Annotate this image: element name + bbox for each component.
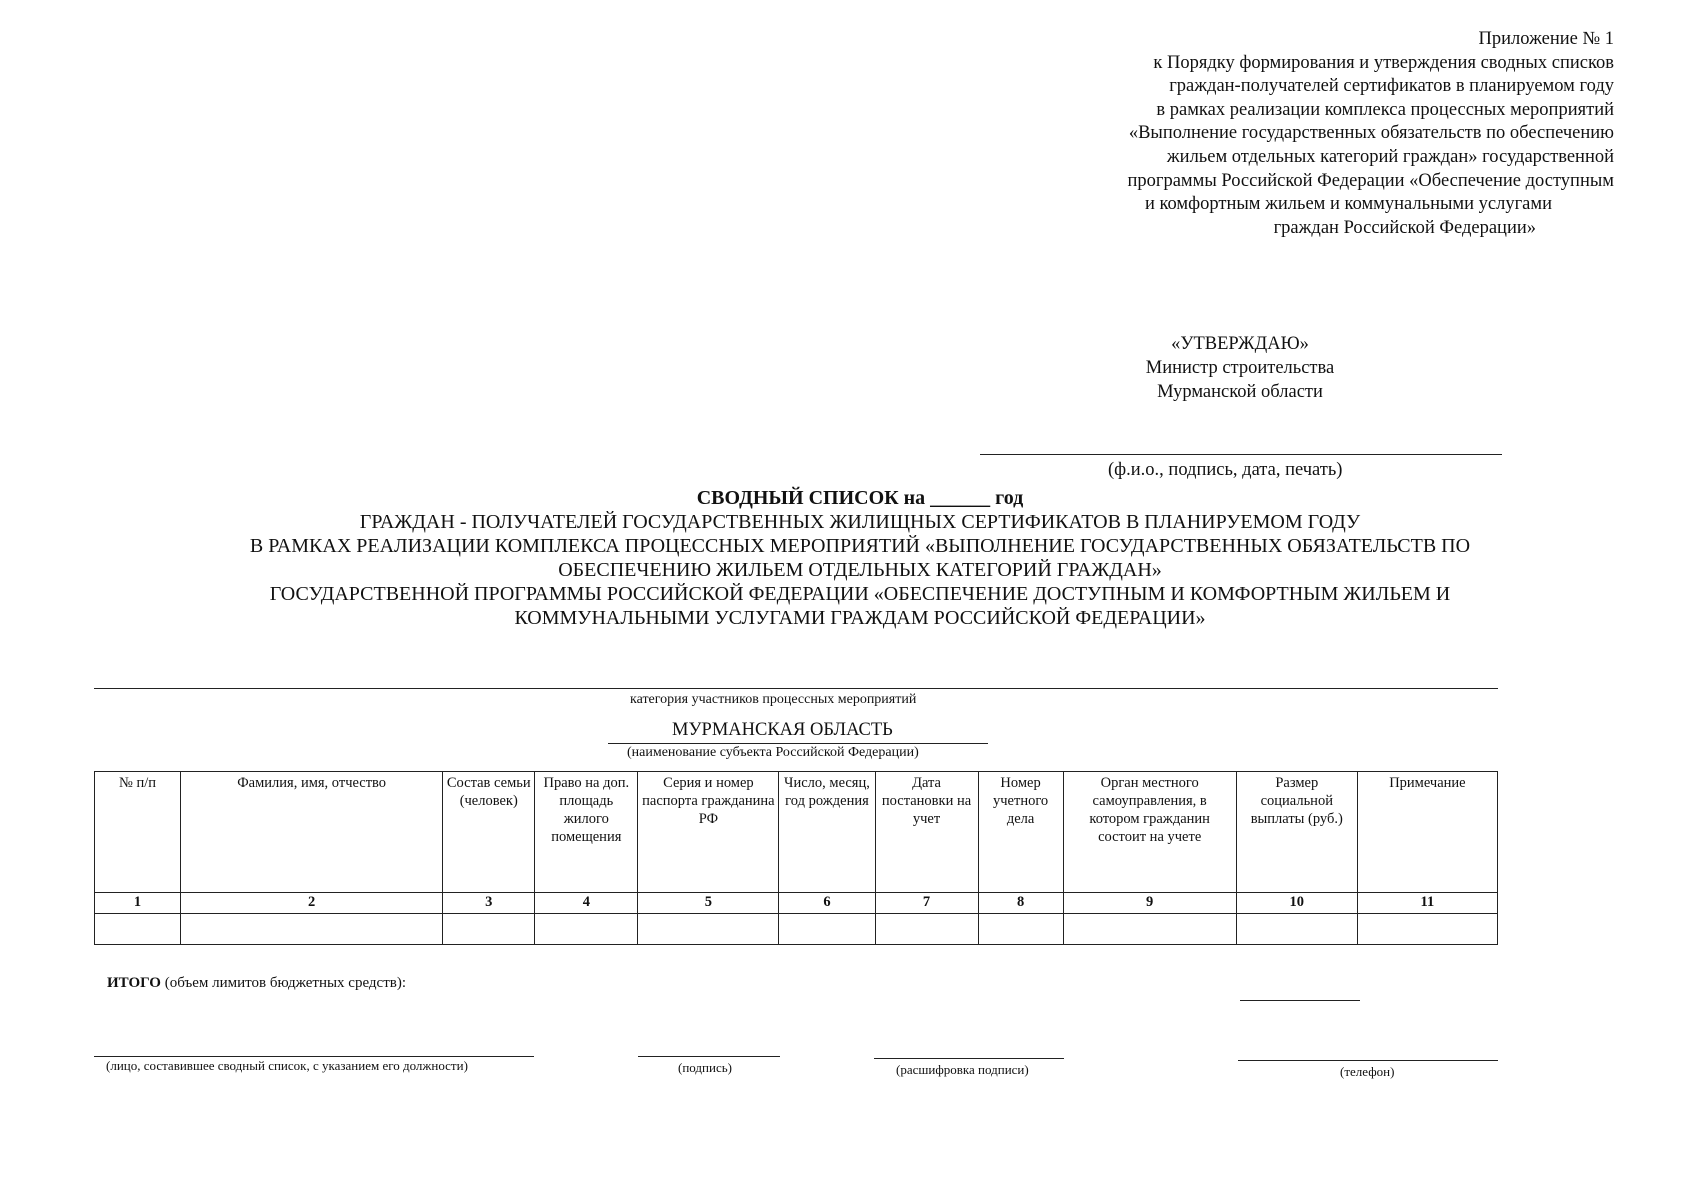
appendix-line: граждан-получателей сертификатов в планируемом году: [1169, 76, 1614, 97]
header-cell: Размер социальной выплаты (руб.): [1236, 772, 1357, 893]
header-cell: Число, месяц, год рождения: [779, 772, 875, 893]
column-number: 2: [181, 893, 443, 914]
header-cell: Номер учетного дела: [978, 772, 1063, 893]
recipients-table: [94, 771, 1498, 945]
appendix-line: программы Российской Федерации «Обеспечение доступным: [1127, 170, 1614, 191]
table-row: [95, 914, 1498, 945]
column-number: 1: [95, 893, 181, 914]
title-line: В РАМКАХ РЕАЛИЗАЦИИ КОМПЛЕКСА ПРОЦЕССНЫХ МЕРОПРИЯТИЙ «ВЫПОЛНЕНИЕ ГОСУДАРСТВЕННЫХ ОБЯЗАТЕЛЬСТВ ПО: [249, 535, 1471, 557]
table-cell: [95, 914, 181, 945]
header-cell: Дата постановки на учет: [875, 772, 978, 893]
decode-caption: (расшифровка подписи): [896, 1062, 1029, 1077]
person-caption: (лицо, составившее сводный список, с указанием его должности): [106, 1058, 468, 1073]
table-cell: [875, 914, 978, 945]
decode-line: [874, 1058, 1064, 1059]
appendix-line: к Порядку формирования и утверждения сводных списков: [1153, 52, 1614, 73]
column-number: 10: [1236, 893, 1357, 914]
appendix-line: и комфортным жильем и коммунальными услугами: [1144, 194, 1552, 215]
table-cell: [978, 914, 1063, 945]
header-cell: Состав семьи (человек): [443, 772, 535, 893]
header-cell: Серия и номер паспорта гражданина РФ: [638, 772, 779, 893]
header-cell: № п/п: [95, 772, 181, 893]
phone-line: [1238, 1060, 1498, 1061]
table-cell: [443, 914, 535, 945]
header-cell: Фамилия, имя, отчество: [181, 772, 443, 893]
appendix-header: [994, 28, 1614, 240]
title-line: КОММУНАЛЬНЫМИ УСЛУГАМИ ГРАЖДАМ РОССИЙСКОЙ ФЕДЕРАЦИИ»: [514, 607, 1206, 629]
total-rest: (объем лимитов бюджетных средств):: [160, 975, 407, 991]
appendix-line: Приложение № 1: [1478, 29, 1614, 49]
column-number: 8: [978, 893, 1063, 914]
title-heading: СВОДНЫЙ СПИСОК на ______ год: [696, 487, 1024, 509]
title-line: ГОСУДАРСТВЕННОЙ ПРОГРАММЫ РОССИЙСКОЙ ФЕДЕРАЦИИ «ОБЕСПЕЧЕНИЕ ДОСТУПНЫМ И КОМФОРТНЫМ ЖИЛЬЕМ И: [269, 583, 1451, 605]
category-caption: категория участников процессных мероприятий: [630, 692, 917, 707]
region-name: МУРМАНСКАЯ ОБЛАСТЬ: [672, 720, 893, 740]
document-title: [140, 486, 1580, 630]
table-header-row: [95, 772, 1498, 893]
header-cell: Право на доп. площадь жилого помещения: [535, 772, 638, 893]
total-bold: ИТОГО: [107, 975, 161, 991]
table-cell: [1063, 914, 1236, 945]
appendix-line: «Выполнение государственных обязательств по обеспечению: [1128, 123, 1614, 144]
approval-signature-caption: (ф.и.о., подпись, дата, печать): [1108, 460, 1343, 480]
approval-region: Мурманской области: [1157, 382, 1323, 402]
table-cell: [181, 914, 443, 945]
table-cell: [1236, 914, 1357, 945]
person-line: [94, 1056, 534, 1057]
column-number: 4: [535, 893, 638, 914]
appendix-line: в рамках реализации комплекса процессных мероприятий: [1156, 99, 1614, 120]
appendix-line: жильем отдельных категорий граждан» государственной: [1166, 146, 1614, 167]
region-line: [608, 743, 988, 744]
approval-signature-line: [980, 454, 1502, 455]
approval-position: Министр строительства: [1145, 358, 1335, 378]
column-number: 7: [875, 893, 978, 914]
title-line: ГРАЖДАН - ПОЛУЧАТЕЛЕЙ ГОСУДАРСТВЕННЫХ ЖИЛИЩНЫХ СЕРТИФИКАТОВ В ПЛАНИРУЕМОМ ГОДУ: [359, 511, 1361, 533]
column-number: 11: [1357, 893, 1497, 914]
approval-block: [1090, 332, 1390, 404]
column-number: 6: [779, 893, 875, 914]
sign-caption: (подпись): [678, 1060, 732, 1075]
title-line: ОБЕСПЕЧЕНИЮ ЖИЛЬЕМ ОТДЕЛЬНЫХ КАТЕГОРИЙ ГРАЖДАН»: [558, 559, 1162, 581]
appendix-line: граждан Российской Федерации»: [1273, 217, 1536, 238]
column-number: 5: [638, 893, 779, 914]
column-number: 3: [443, 893, 535, 914]
region-caption: (наименование субъекта Российской Федерации): [627, 745, 919, 760]
table-number-row: [95, 893, 1498, 914]
total-label: [107, 975, 406, 992]
header-cell: Орган местного самоуправления, в котором гражданин состоит на учете: [1063, 772, 1236, 893]
table-cell: [1357, 914, 1497, 945]
sign-line: [638, 1056, 780, 1057]
table-cell: [638, 914, 779, 945]
phone-caption: (телефон): [1340, 1064, 1395, 1079]
approval-stamp: «УТВЕРЖДАЮ»: [1171, 334, 1309, 354]
category-line: [94, 688, 1498, 689]
table-cell: [535, 914, 638, 945]
column-number: 9: [1063, 893, 1236, 914]
total-value-line: [1240, 1000, 1360, 1001]
header-cell: Примечание: [1357, 772, 1497, 893]
table-cell: [779, 914, 875, 945]
